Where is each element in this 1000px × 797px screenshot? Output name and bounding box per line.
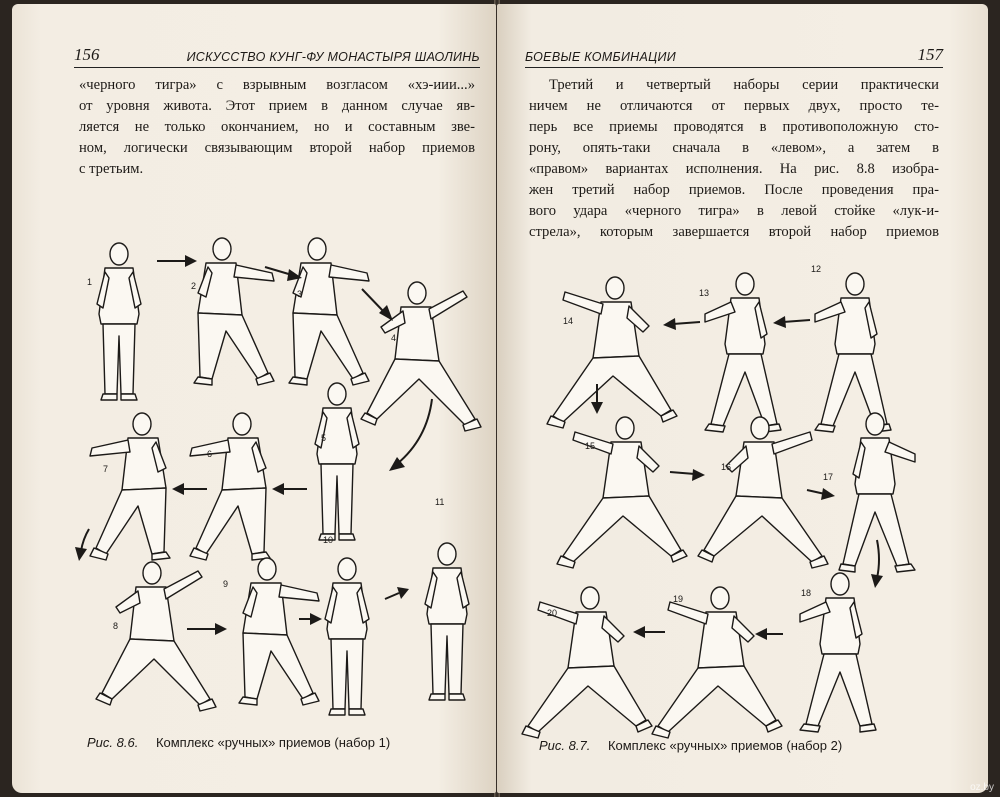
text-line: стрела», которым завершается второй набор приемов: [529, 224, 939, 240]
figure-label: 10: [323, 535, 334, 545]
caption-number: Рис. 8.7.: [539, 738, 591, 753]
right-page: [497, 4, 988, 793]
figure-label: 3: [297, 289, 303, 299]
figure-label: 12: [811, 264, 822, 274]
figure-8-7-illustration: [525, 244, 955, 714]
figure-label: 7: [103, 464, 109, 474]
right-running-head: БОЕВЫЕ КОМБИНАЦИИ: [525, 50, 677, 64]
caption-text: Комплекс «ручных» приемов (набор 1): [155, 735, 391, 750]
text-line: вого удара «черного тигра» в левой стойке «лук-и-: [529, 203, 939, 219]
caption-text: Комплекс «ручных» приемов (набор 2): [607, 738, 843, 753]
figure-label: 11: [435, 497, 445, 507]
text-line: «правом» вариантах исполнения. На рис. 8.8 изобра-: [529, 161, 939, 177]
text-line: перь все приемы проводятся в противоположную сто-: [529, 119, 939, 135]
figure-label: 19: [673, 594, 684, 604]
figure-label: 16: [721, 462, 732, 472]
figure-label: 14: [563, 316, 574, 326]
left-body-text: [79, 75, 475, 180]
left-page-header: [74, 46, 480, 68]
text-line: жен третий набор приемов. После проведения пра-: [529, 182, 939, 198]
figure-label: 8: [113, 621, 119, 631]
right-page-header: [525, 46, 943, 68]
left-page-number: 156: [74, 45, 100, 64]
figure-label: 15: [585, 441, 596, 451]
right-body-text: [529, 75, 939, 243]
figure-label: 17: [823, 472, 834, 482]
figure-label: 13: [699, 288, 710, 298]
left-page: [12, 4, 496, 793]
text-line: ном, логически связывающим второй набор приемов: [79, 140, 475, 156]
text-line: ляется не только окончанием, но и составным зве-: [79, 119, 475, 135]
figure-label: 9: [223, 579, 229, 589]
text-line: от уровня живота. Этот прием в данном случае яв-: [79, 98, 475, 114]
figure-8-6-caption: [87, 735, 390, 750]
figure-label: 5: [321, 433, 327, 443]
figure-8-6-illustration: [67, 189, 487, 709]
figure-label: 20: [547, 608, 558, 618]
figure-label: 4: [391, 333, 397, 343]
text-line: рону, опять-таки сначала в «левом», а затем в: [529, 140, 939, 156]
caption-number: Рис. 8.6.: [87, 735, 139, 750]
text-line: ничем не отличаются от первых двух, просто те-: [529, 98, 939, 114]
figure-label: 6: [207, 449, 213, 459]
text-line: с третьим.: [79, 161, 144, 177]
kung-fu-sequence-drawing-set-2: [525, 244, 955, 714]
figure-8-7-caption: [539, 738, 842, 753]
watermark: oz.by: [970, 782, 994, 793]
right-page-number: 157: [917, 45, 943, 64]
figure-label: 2: [191, 281, 197, 291]
left-running-head: ИСКУССТВО КУНГ-ФУ МОНАСТЫРЯ ШАОЛИНЬ: [186, 50, 480, 64]
text-line: «черного тигра» с взрывным возгласом «хэ-иии...»: [79, 77, 475, 93]
figure-label: 18: [801, 588, 812, 598]
figure-label: 1: [87, 277, 93, 287]
kung-fu-sequence-drawing-set-1: [67, 189, 487, 709]
text-line: Третий и четвертый наборы серии практически: [549, 77, 939, 93]
